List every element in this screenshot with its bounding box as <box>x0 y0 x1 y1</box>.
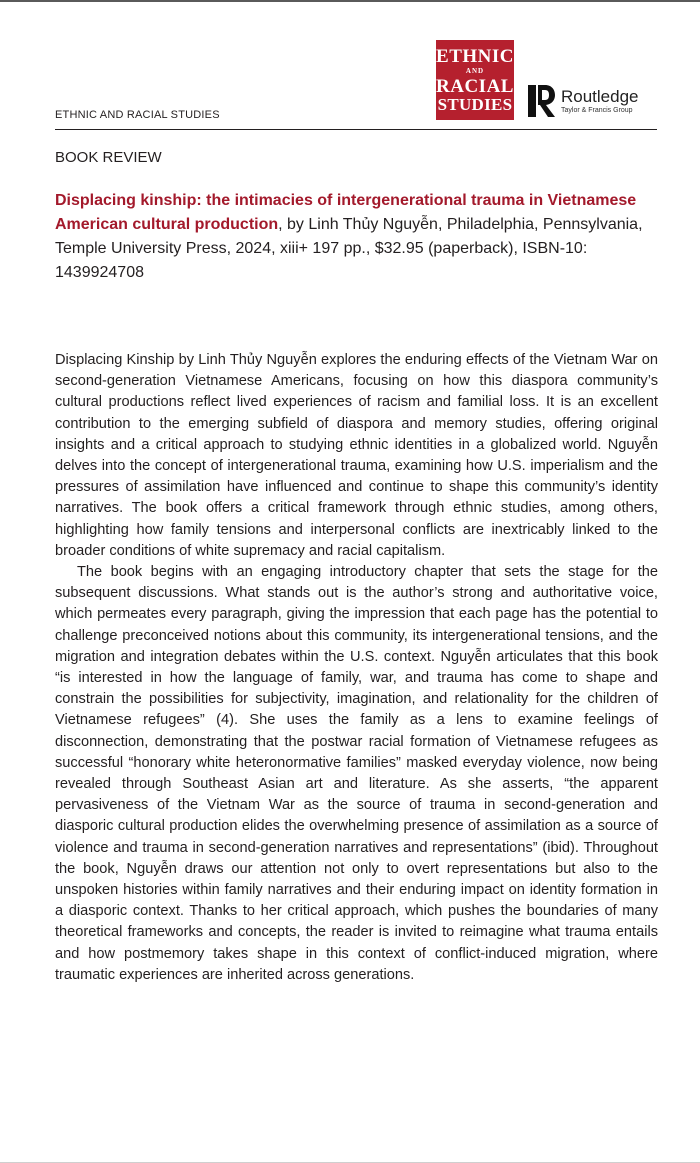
logo-word-studies: STUDIES <box>437 95 513 114</box>
journal-running-title: ETHNIC AND RACIAL STUDIES <box>55 109 220 121</box>
publisher-name: Routledge <box>561 87 639 106</box>
header-divider <box>55 129 657 130</box>
journal-logo <box>436 40 514 120</box>
section-label: BOOK REVIEW <box>55 149 162 166</box>
publisher-logo <box>527 82 639 120</box>
logo-word-racial: RACIAL <box>436 76 514 97</box>
book-details: , by Linh Thủy Nguyễn, Philadelphia, Pennsylvania, Temple University Press, 2024, xiii+ 197 pp., $32.95 (paperback), ISBN-10: 1439924708 <box>55 216 643 281</box>
logo-word-and: AND <box>465 67 485 75</box>
body-paragraph-2: The book begins with an engaging introductory chapter that sets the stage for the subsequent discussions. What stands out is the author’s strong and authoritative voice, which permeates every paragraph, giving the impression that each page has the potential to challenge preconceived notions about this community, its intergenerational tensions, and the migration and integration debates within the U.S. context. Nguyễn articulates that this book “is interested in how the language of family, war, and trauma has come to shape and constrain the possibilities for subjectivity, imagination, and relationality for the children of Vietnamese refugees” (4). She uses the family as a lens to examine feelings of disconnection, demonstrating that the postwar racial formation of Vietnamese refugees as successful “honorary white heteronormative families” masked everyday violence, now being revealed through Southeast Asian art and literature. As she asserts, “the apparent pervasiveness of the Vietnam War as the source of trauma in second-generation and diasporic cultural production elides the overwhelming presence of assimilation as a source of violence and trauma in second-generation narratives and representations” (ibid). Throughout the book, Nguyễn draws our attention not only to overt representations but also to the unspoken histories within family narratives and their enduring impact on identity formation in a diasporic context. Thanks to her critical approach, which pushes the boundaries of many theoretical frameworks and concepts, the reader is invited to reimagine what trauma entails and how postmemory takes shape in this context of conflict-induced migration, where traumatic experiences are inherited across generations. <box>55 564 658 983</box>
logo-word-ethnic: ETHNIC <box>436 46 514 67</box>
routledge-r-icon <box>527 82 557 120</box>
body-paragraph-1: Displacing Kinship by Linh Thủy Nguyễn explores the enduring effects of the Vietnam War on second-generation Vietnamese Americans, focusing on how this diaspora community’s cultural productions reflect lived experiences of racism and familial loss. It is an excellent contribution to the emerging subfield of diaspora and memory studies, offering original insights and a critical approach to studying ethnic identities in a globalized world. Nguyễn delves into the concept of intergenerational trauma, examining how U.S. imperialism and the pressures of assimilation have influenced and continue to shape this community’s identity narratives. The book offers a critical framework through ethnic studies, among others, highlighting how family tensions and interpersonal conflicts are inextricably linked to the broader conditions of white supremacy and racial capitalism. <box>55 352 658 559</box>
book-title: Displacing kinship: the intimacies of intergenerational trauma in Vietnamese American cultural production <box>55 192 637 233</box>
publisher-group: Taylor & Francis Group <box>561 107 633 114</box>
book-citation <box>55 189 660 285</box>
review-body <box>55 350 658 986</box>
